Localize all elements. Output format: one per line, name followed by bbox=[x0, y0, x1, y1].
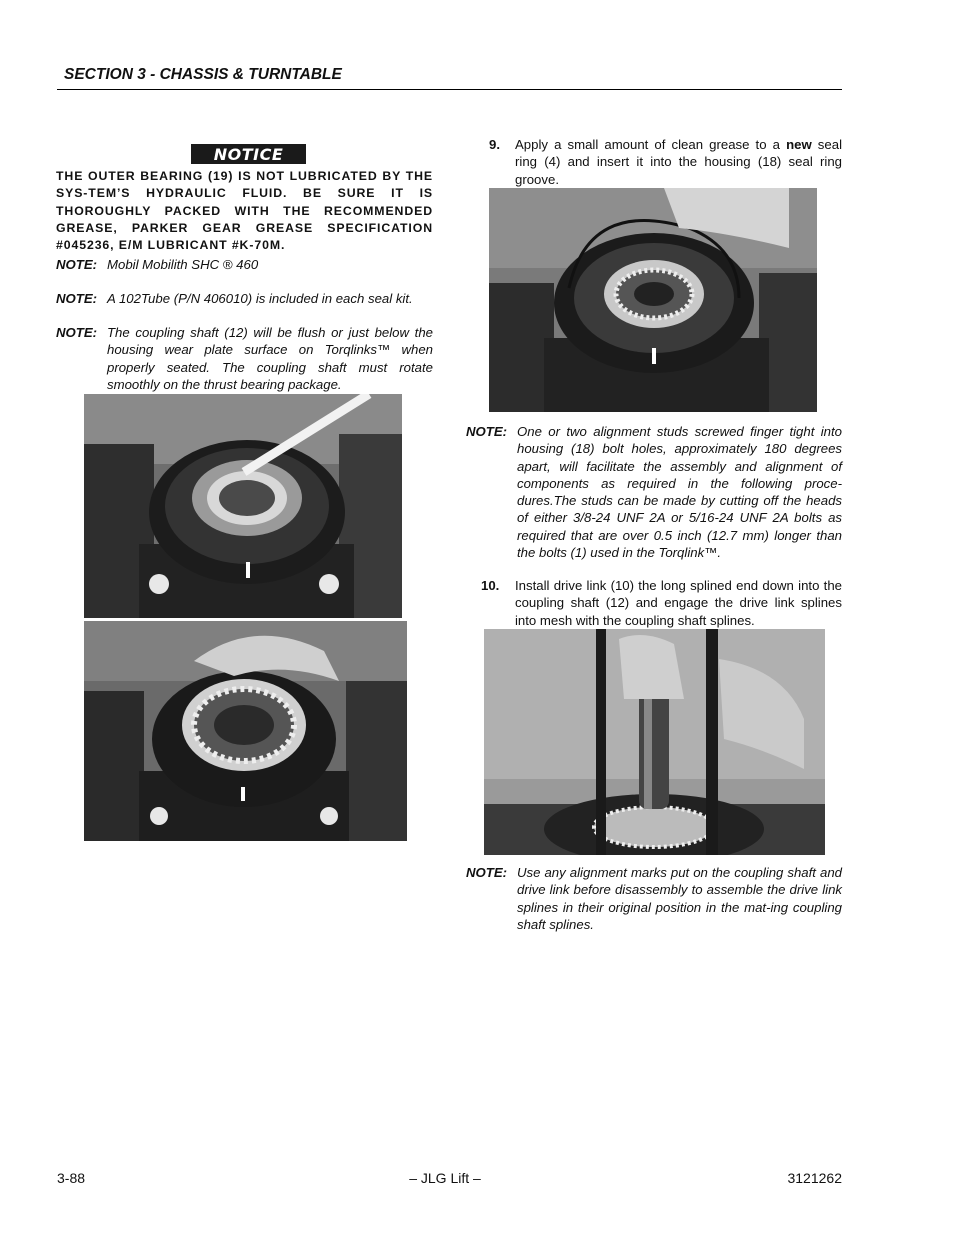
note-text: One or two alignment studs screwed finger tight into housing (18) bolt holes, approximately 180 degrees apart, will facilitate the assembly and alignment of components as required in the following proce-dures.The studs can be made by cutting off the heads of either 3/8-24 UNF 2A or 5/16-24 UNF 2A bolts as required that are over 0.5 inch (12.7 mm) longer than the bolts (1) used in the Torqlink™. bbox=[517, 424, 842, 561]
step-text: Install drive link (10) the long splined end down into the coupling shaft (12) and engage the drive link splines into mesh with the coupling shaft splines. bbox=[515, 578, 842, 628]
note-label: NOTE: bbox=[56, 291, 98, 306]
note-alignment-studs bbox=[466, 423, 842, 561]
note-label: NOTE: bbox=[56, 325, 98, 340]
note-text: A 102Tube (P/N 406010) is included in each seal kit. bbox=[107, 291, 413, 306]
photo-thrust-bearing-image bbox=[84, 621, 407, 841]
photo-housing-grease-image bbox=[84, 394, 407, 618]
note-coupling-shaft bbox=[56, 324, 433, 393]
document-number: 3121262 bbox=[787, 1170, 842, 1186]
photo-seal-ring-image bbox=[489, 188, 817, 412]
notice-text: THE OUTER BEARING (19) IS NOT LUBRICATED BY THE SYS-TEM’S HYDRAULIC FLUID. BE SURE IT IS THOROUGHLY PACKED WITH THE RECOMMENDED GREASE, PARKER GEAR GREASE SPECIFICATION #045236, E/M LUBRICANT #K-70M. bbox=[56, 169, 433, 253]
step-number: 9. bbox=[489, 137, 500, 152]
photo-thrust-bearing bbox=[84, 621, 407, 841]
footer-brand: – JLG Lift – bbox=[409, 1170, 481, 1186]
step-text-emphasis: new bbox=[786, 137, 812, 152]
header-rule bbox=[57, 89, 842, 90]
step-number: 10. bbox=[481, 578, 500, 593]
step-text-part: Apply a small amount of clean grease to a bbox=[515, 137, 787, 152]
step-10 bbox=[481, 577, 842, 629]
photo-seal-ring bbox=[489, 188, 817, 412]
section-header: SECTION 3 - CHASSIS & TURNTABLE bbox=[64, 66, 342, 83]
photo-housing-grease bbox=[84, 394, 407, 618]
note-alignment-marks bbox=[466, 864, 842, 933]
step-text bbox=[515, 136, 842, 188]
photo-drive-link-image bbox=[484, 629, 825, 855]
step-text-part: seal ring (4) and insert it into the housing (18) seal ring groove. bbox=[515, 137, 842, 187]
note-label: NOTE: bbox=[466, 865, 508, 880]
note-label: NOTE: bbox=[466, 424, 508, 439]
step-9 bbox=[489, 136, 842, 188]
note-lubricant bbox=[56, 256, 433, 273]
note-text: The coupling shaft (12) will be flush or just below the housing wear plate surface on Torqlinks™ when properly seated. The coupling shaft must rotate smoothly on the thrust bearing package. bbox=[107, 325, 433, 392]
note-seal-kit bbox=[56, 290, 433, 307]
notice-badge: NOTICE bbox=[191, 144, 306, 164]
photo-drive-link bbox=[484, 629, 825, 855]
note-text: Use any alignment marks put on the coupling shaft and drive link before disassembly to assemble the drive link splines in their original position in the mat-ing coupling shaft splines. bbox=[517, 865, 842, 932]
page-number: 3-88 bbox=[57, 1170, 86, 1186]
note-text: Mobil Mobilith SHC ® 460 bbox=[107, 257, 259, 272]
note-label: NOTE: bbox=[56, 257, 98, 272]
